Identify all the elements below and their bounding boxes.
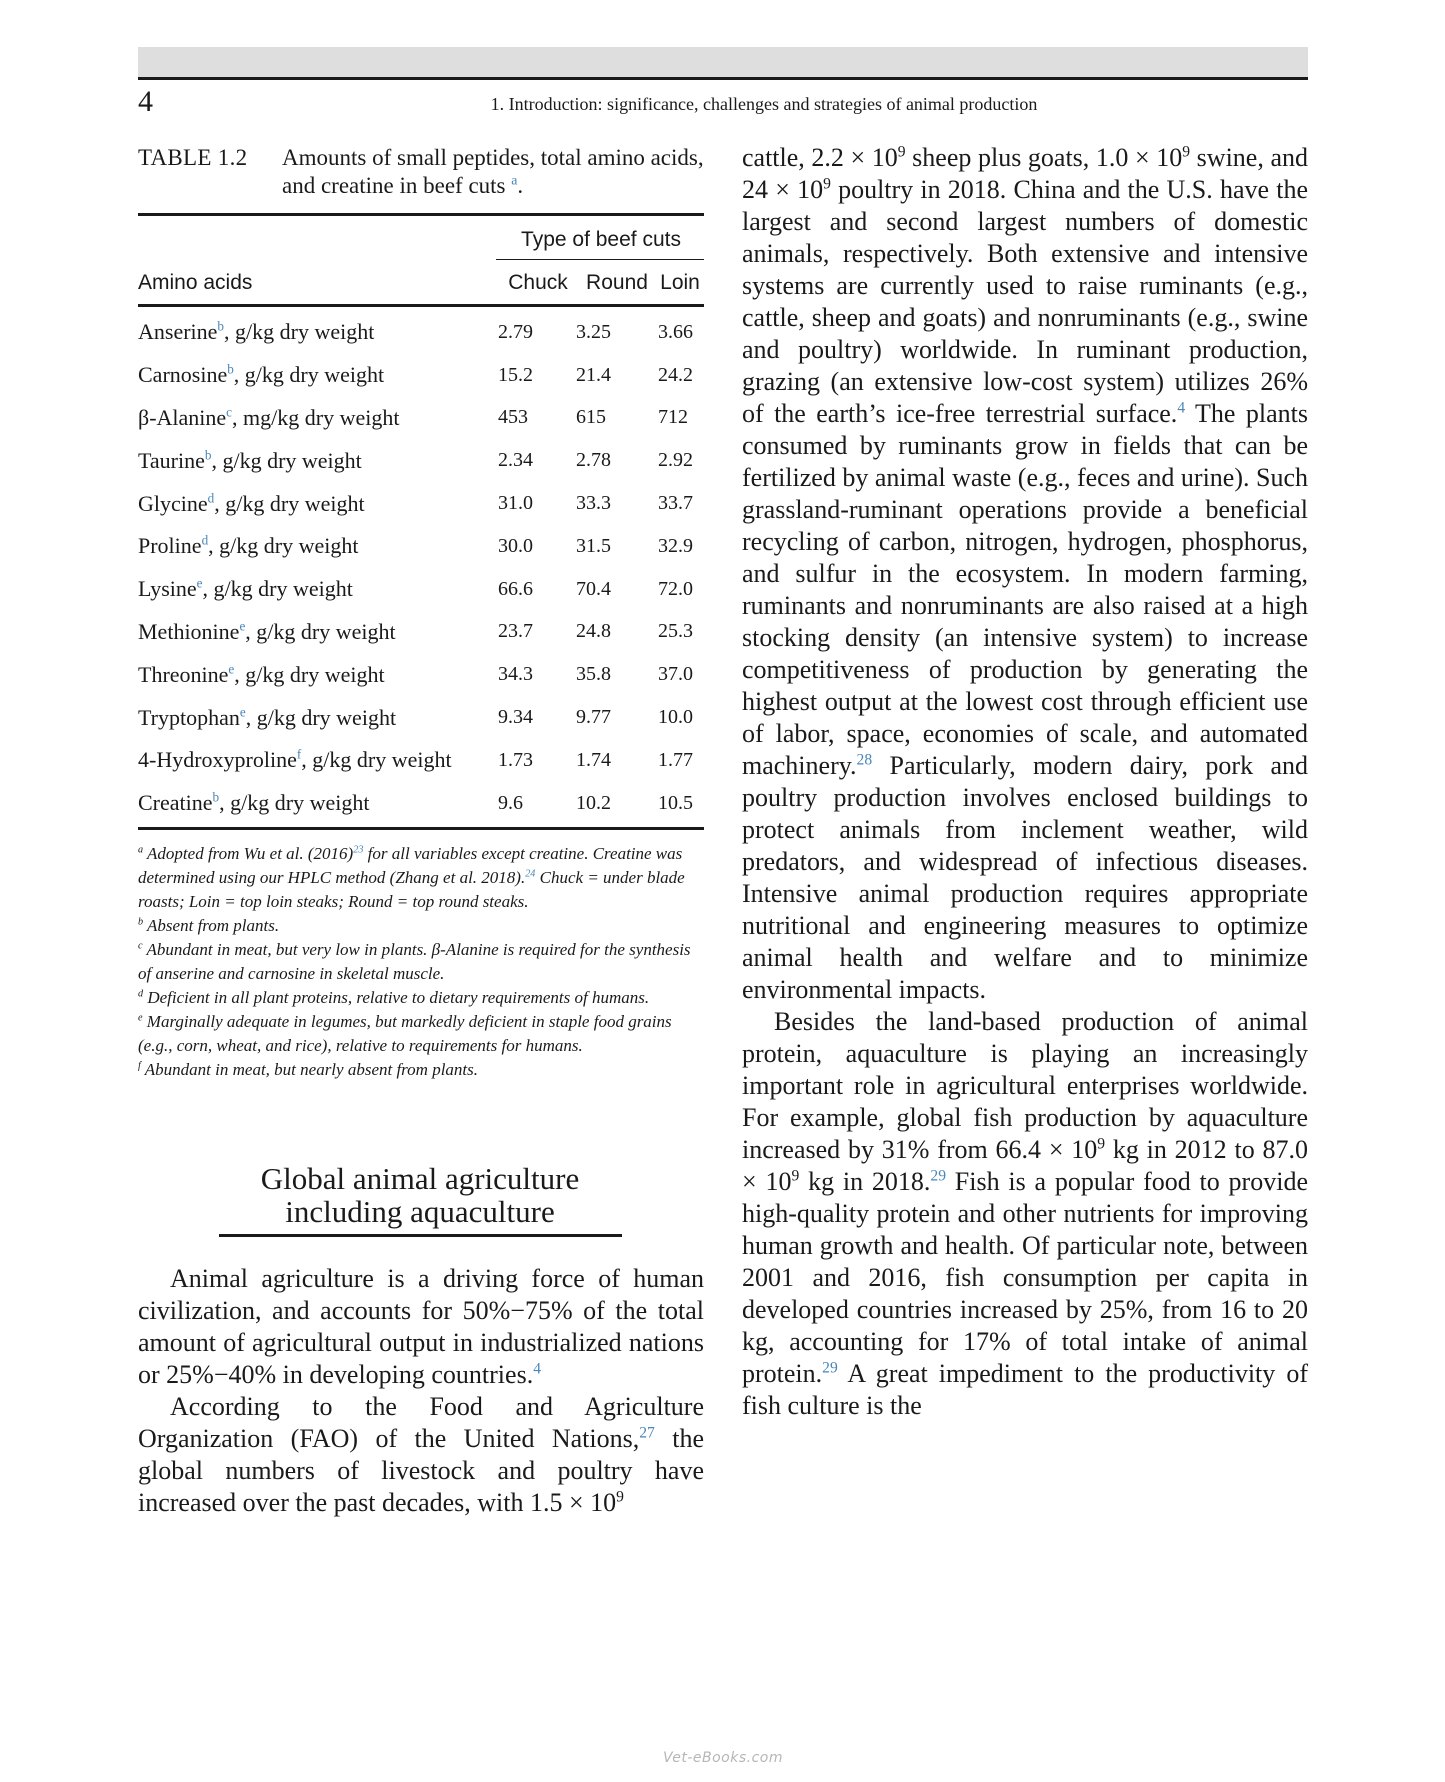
cell-round: 70.4	[576, 577, 611, 600]
row-note[interactable]: e	[239, 618, 246, 634]
cell-round: 10.2	[576, 791, 611, 814]
cell-loin: 2.92	[658, 449, 693, 472]
cell-round: 24.8	[576, 620, 611, 643]
right-column-body	[742, 142, 1308, 1422]
row-label	[138, 790, 494, 816]
footnote-mark: f	[138, 1059, 141, 1071]
table-row	[138, 482, 704, 525]
row-unit: , g/kg dry weight	[211, 447, 362, 473]
row-unit: , g/kg dry weight	[245, 704, 397, 730]
row-name: Threonine	[138, 661, 229, 687]
row-unit: , g/kg dry weight	[234, 661, 385, 687]
paragraph-text: Animal agriculture is a driving force of human civilization, and accounts for 50%−75% of the total amount of agricultural output in industrialized nations or 25%−40% in developing countries.	[138, 1264, 704, 1389]
row-label	[138, 319, 494, 345]
row-name: Tryptophan	[138, 704, 240, 730]
row-note[interactable]: e	[228, 661, 235, 677]
table-caption-text: Amounts of small peptides, total amino acids, and creatine in beef cuts $^a$.	[282, 145, 704, 198]
cell-round: 615	[576, 406, 606, 429]
row-name: Carnosine	[138, 362, 228, 388]
footnote-text: Deficient in all plant proteins, relative to dietary requirements of humans.	[147, 987, 650, 1007]
row-name: 4-Hydroxyproline	[138, 747, 297, 773]
footnote-text: for all variables except creatine. Creatine was determined using our HPLC method (Zhang et al. 2018).	[138, 843, 683, 887]
paragraph-text: Besides the land-based production of animal protein, aquaculture is playing an increasingly important role in agricultural enterprises worldwide. For example, global fish production by aquaculture increased by 31% from 66.4 × 10	[742, 1007, 1308, 1164]
body-paragraph	[138, 1391, 704, 1519]
cell-loin: 712	[658, 406, 688, 429]
running-head: 1. Introduction: significance, challenges and strategies of animal production	[490, 94, 1038, 114]
row-note[interactable]: b	[204, 447, 212, 463]
row-note[interactable]: f	[296, 747, 302, 763]
table-row	[138, 311, 704, 354]
exponent: 9	[1097, 1135, 1106, 1153]
cell-loin: 37.0	[658, 663, 693, 686]
row-unit: , g/kg dry weight	[233, 362, 385, 388]
table-footnotes	[138, 842, 704, 1082]
row-label	[138, 576, 494, 602]
paragraph-text: According to the Food and Agriculture Organization (FAO) of the United Nations,	[138, 1392, 704, 1453]
exponent: 9	[1182, 143, 1191, 161]
exponent: 9	[616, 1488, 624, 1506]
watermark: Vet-eBooks.com	[662, 1750, 783, 1766]
header-band	[138, 47, 1308, 80]
column-header-round: Round	[586, 271, 648, 294]
row-label	[138, 533, 494, 559]
section-heading-line2: including aquaculture	[285, 1194, 555, 1229]
table-footnote	[138, 1058, 704, 1082]
reference-link[interactable]: 27	[639, 1424, 655, 1442]
footnote-text: Absent from plants.	[147, 915, 280, 935]
paragraph-text: cattle, 2.2 × 10	[742, 143, 898, 172]
row-name: Creatine	[138, 790, 213, 816]
cell-chuck: 9.6	[498, 791, 523, 814]
row-note[interactable]: e	[239, 704, 246, 720]
reference-link[interactable]: 4	[1177, 399, 1186, 417]
left-column-body	[138, 1263, 704, 1519]
table-bottom-rule	[138, 827, 704, 830]
footnote-text: Adopted from Wu et al. (2016)	[147, 843, 354, 863]
footnote-text: Marginally adequate in legumes, but markedly deficient in staple food grains (e.g., corn, wheat, and rice), relative to requirements for humans.	[138, 1011, 672, 1055]
row-unit: , g/kg dry weight	[219, 790, 370, 816]
paragraph-text: swine, and 24 × 10	[742, 143, 1308, 204]
cell-chuck: 1.73	[498, 748, 533, 771]
row-label	[138, 619, 494, 645]
cell-chuck: 453	[498, 406, 528, 429]
paragraph-text: kg in 2018.	[799, 1167, 931, 1196]
table-row	[138, 653, 704, 696]
row-label	[138, 405, 494, 431]
column-header-chuck: Chuck	[508, 271, 568, 294]
column-headers	[138, 262, 704, 307]
cell-chuck: 23.7	[498, 620, 533, 643]
row-note[interactable]: e	[196, 575, 203, 591]
row-note[interactable]: b	[227, 361, 234, 377]
row-unit: , g/kg dry weight	[214, 490, 365, 516]
caption-text: Amounts of small peptides, total amino acids, and creatine in beef cuts	[282, 145, 704, 198]
row-name: Lysine	[138, 576, 197, 602]
table-row	[138, 611, 704, 654]
table-row	[138, 439, 704, 482]
table-caption	[138, 144, 704, 200]
row-unit: , mg/kg dry weight	[232, 404, 400, 430]
cell-loin: 33.7	[658, 492, 693, 515]
table-block	[138, 144, 704, 1082]
caption-note[interactable]: a	[511, 172, 518, 188]
table-row	[138, 525, 704, 568]
cell-round: 35.8	[576, 663, 611, 686]
footnote-text: Abundant in meat, but very low in plants. β-Alanine is required for the synthesis of anserine and carnosine in skeletal muscle.	[138, 939, 691, 983]
cell-chuck: 15.2	[498, 363, 533, 386]
footnote-mark: a	[138, 843, 144, 855]
cell-round: 33.3	[576, 492, 611, 515]
reference-link[interactable]: 29	[822, 1359, 838, 1377]
footnote-mark: e	[138, 1011, 143, 1023]
column-header-amino-acids: Amino acids	[138, 271, 253, 294]
table-row	[138, 782, 704, 825]
group-header: Type of beef cuts	[521, 228, 681, 251]
cell-round: 31.5	[576, 534, 611, 557]
row-name: Proline	[138, 533, 202, 559]
paragraph-text: Fish is a popular food to provide high-quality protein and other nutrients for improving human growth and health. Of particular note, between 2001 and 2016, fish consumption per capita in developed countries increased by 25%, from 16 to 20 kg, accounting for 17% of total intake of animal protein.	[742, 1167, 1308, 1388]
cell-chuck: 2.79	[498, 320, 533, 343]
exponent: 9	[791, 1167, 800, 1185]
cell-loin: 24.2	[658, 363, 693, 386]
cell-round: 3.25	[576, 320, 611, 343]
group-header-row	[138, 216, 704, 262]
table-number: TABLE 1.2	[138, 145, 248, 170]
row-unit: , g/kg dry weight	[224, 319, 375, 345]
row-label	[138, 491, 494, 517]
cell-chuck: 2.34	[498, 449, 533, 472]
row-note[interactable]: d	[207, 490, 215, 506]
row-name: Methionine	[138, 618, 240, 644]
reference-link[interactable]: 4	[533, 1360, 541, 1378]
column-header-loin: Loin	[660, 271, 700, 294]
table-footnote	[138, 938, 704, 986]
footnote-text: Chuck = under blade roasts; Loin = top loin steaks; Round = top round steaks.	[138, 867, 685, 911]
row-label	[138, 362, 494, 388]
row-label	[138, 662, 494, 688]
cell-loin: 72.0	[658, 577, 693, 600]
table-row	[138, 568, 704, 611]
reference-link[interactable]: 29	[930, 1167, 946, 1185]
row-label	[138, 747, 494, 773]
body-paragraph	[138, 1263, 704, 1391]
paragraph-text: Particularly, modern dairy, pork and poultry production involves enclosed buildings to protect animals from inclement weather, wild predators, and widespread of infectious diseases. Intensive animal production requires appropriate nutritional and engineering measures to optimize animal health and welfare and to minimize environmental impacts.	[742, 751, 1308, 1004]
reference-link[interactable]: 24	[525, 867, 536, 879]
exponent: 9	[823, 175, 831, 193]
table-footnote	[138, 1010, 704, 1058]
cell-loin: 1.77	[658, 748, 693, 771]
cell-chuck: 34.3	[498, 663, 533, 686]
cell-round: 9.77	[576, 706, 611, 729]
row-unit: , g/kg dry weight	[202, 576, 353, 602]
row-name: Taurine	[138, 447, 205, 473]
cell-loin: 10.0	[658, 706, 693, 729]
paragraph-text: A great impediment to the productivity of fish culture is the	[742, 1359, 1308, 1420]
paragraph-text: poultry in 2018. China and the U.S. have the largest and second largest numbers of domestic animals, respectively. Both extensive and intensive systems are currently used to raise ruminants (e.g., cattle, sheep and goats) and nonruminants (e.g., swine and poultry) worldwide. In ruminant production, grazing (an extensive low-cost system) utilizes 26% of the earth’s ice-free terrestrial surface.	[742, 175, 1308, 428]
row-name: β-Alanine	[138, 404, 227, 430]
cell-loin: 3.66	[658, 320, 693, 343]
row-note[interactable]: d	[201, 533, 209, 549]
section-heading	[220, 1162, 620, 1228]
table-body	[138, 311, 704, 825]
footnote-mark: d	[138, 987, 144, 999]
cell-round: 21.4	[576, 363, 611, 386]
footnote-mark: c	[138, 939, 143, 951]
cell-round: 2.78	[576, 449, 611, 472]
cell-chuck: 30.0	[498, 534, 533, 557]
row-unit: , g/kg dry weight	[245, 618, 396, 644]
table-row	[138, 739, 704, 782]
row-name: Glycine	[138, 490, 208, 516]
row-note[interactable]: b	[217, 319, 225, 335]
table-row	[138, 397, 704, 440]
paragraph-text: the global numbers of livestock and poultry have increased over the past decades, with 1.5 × 10	[138, 1424, 704, 1517]
row-note[interactable]: b	[212, 789, 220, 805]
paragraph-text: sheep plus goats, 1.0 × 10	[905, 143, 1183, 172]
row-label	[138, 705, 494, 731]
page-number: 4	[138, 85, 153, 118]
cell-round: 1.74	[576, 748, 611, 771]
row-unit: , g/kg dry weight	[208, 533, 359, 559]
row-unit: , g/kg dry weight	[301, 747, 452, 773]
row-name: Anserine	[138, 319, 218, 345]
row-label	[138, 448, 494, 474]
table-footnote	[138, 914, 704, 938]
cell-loin: 25.3	[658, 620, 693, 643]
table-row	[138, 354, 704, 397]
row-note[interactable]: c	[226, 404, 233, 420]
table-footnote	[138, 986, 704, 1010]
exponent: 9	[897, 143, 906, 161]
group-header-rule	[496, 259, 704, 260]
reference-link[interactable]: 28	[856, 751, 873, 769]
cell-loin: 32.9	[658, 534, 693, 557]
table-row	[138, 696, 704, 739]
body-paragraph	[742, 1006, 1308, 1422]
footnote-mark: b	[138, 915, 144, 927]
body-paragraph	[742, 142, 1308, 1006]
paragraph-text: kg in 2012 to 87.0 × 10	[742, 1135, 1308, 1196]
cell-chuck: 31.0	[498, 492, 533, 515]
cell-chuck: 66.6	[498, 577, 533, 600]
table-footnote	[138, 842, 704, 914]
reference-link[interactable]: 23	[353, 843, 364, 855]
footnote-text: Abundant in meat, but nearly absent from plants.	[144, 1059, 479, 1079]
section-heading-rule	[219, 1234, 622, 1237]
cell-chuck: 9.34	[498, 706, 533, 729]
paragraph-text: The plants consumed by ruminants grow in fields that can be fertilized by animal waste (e.g., feces and urine). Such grassland-ruminant operations provide a beneficial recycling of carbon, nitrogen, hydrogen, phosphorus, and sulfur in the ecosystem. In modern farming, ruminants and nonruminants are also raised at a high stocking density (an intensive system) to increase competitiveness of production by generating the highest output at the lowest cost through efficient use of labor, space, economies of scale, and automated machinery.	[742, 399, 1308, 780]
cell-loin: 10.5	[658, 791, 693, 814]
section-heading-line1: Global animal agriculture	[260, 1161, 580, 1196]
